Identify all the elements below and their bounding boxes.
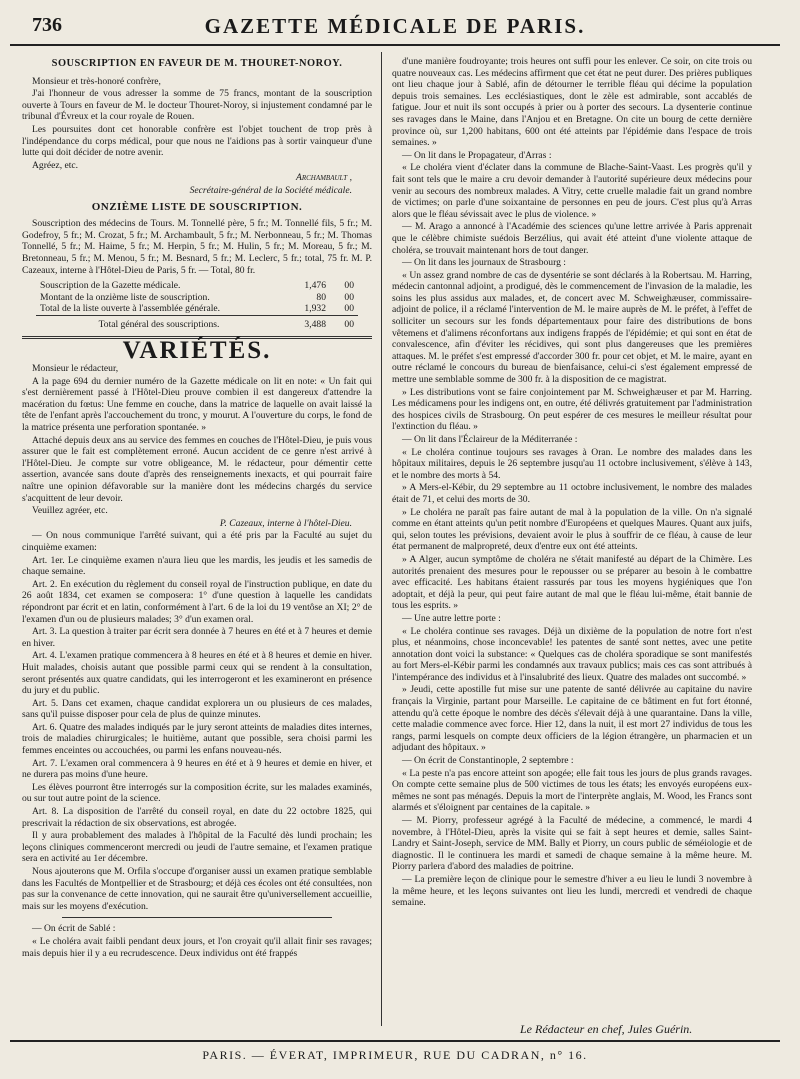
- paragraph: » Les distributions vont se faire conjointement par M. Schweighæuser et par M. Harring. Les médicamens pour les indigens ont, en outre, été délivrés gratuitement par l'administration des hospices civils de Strasbourg. On peut espérer de ces mesures le meilleur résultat pour l'extinction du fléau. »: [392, 386, 752, 433]
- signature: P. Cazeaux, interne à l'hôtel-Dieu.: [219, 517, 352, 529]
- paragraph: — On nous communique l'arrêté suivant, qui a été pris par la Faculté au sujet du cinquième examen:: [22, 530, 372, 553]
- salutation: Monsieur et très-honoré confrère,: [32, 75, 161, 87]
- divider: [62, 917, 332, 918]
- left-column: [22, 56, 372, 1024]
- sum-value: 1,476: [304, 280, 326, 292]
- sum-label: Total de la liste ouverte à l'assemblée générale.: [40, 303, 221, 315]
- paragraph: » A Mers-el-Kébir, du 29 septembre au 11 octobre inclusivement, le nombre des malades était de 71, et celui des morts de 30.: [392, 482, 752, 505]
- paragraph: — M. Arago a annoncé à l'Académie des sciences qu'une lettre arrivée à Paris apprenait que le célèbre chimiste suédois Berzélius, qui avait été atteint d'une violente attaque de choléra, se trouvait maintenant hors de tout danger.: [392, 221, 752, 256]
- paragraph: — On écrit de Sablé :: [32, 923, 116, 935]
- sum-label: Montant de la onzième liste de souscription.: [40, 291, 210, 303]
- salutation: Monsieur le rédacteur,: [32, 363, 119, 375]
- paragraph: « La peste n'a pas encore atteint son apogée; elle fait tous les jours de plus grands ravages. On compte cette semaine plus de 500 victimes de tous les états; les envoyés européens eux-mêmes ne sont pas ménagés. Depuis la mort de l'interprète anglais, M. Wood, les Francs sont alarmés et s'éloignent par centaines de la capitale. »: [392, 767, 752, 814]
- paragraph: « Le choléra vient d'éclater dans la commune de Blache-Saint-Vaast. Les progrès qu'il y fait sont tels que le maire a cru devoir demander à l'autorité supérieure deux médecins pour venir au secours des nombreux malades. A Vitry, cette cruelle maladie fait un grand nombre de victimes; on parle d'une soixantaine de personnes en peu de jours. C'est plus qu'à Arras alors que le fléau sévissait avec le plus de violence. »: [392, 162, 752, 220]
- paragraph: « Le choléra continue ses ravages. Déjà un dixième de la population de notre fort n'est plus, et néanmoins, chose inconcevable! les patentes de santé sont nettes, avec une petite annotation dont voici la substance: « Quelques cas de choléra sporadique se sont manifestés au fort Mers-el-Kébir parmi les condamnés aux travaux publics; mais ces cas sont attribués à l'intempérance des individus et à l'insalubrité des lieux. Quatre des malades ont succombé. »: [392, 625, 752, 683]
- journal-title: GAZETTE MÉDICALE DE PARIS.: [204, 14, 586, 38]
- paragraph: « Le choléra continue toujours ses ravages à Oran. Le nombre des malades dans les hôpitaux militaires, depuis le 26 septembre jusqu'au 11 octobre inclusivement, s'élève à 143, et le nombre des morts à 54.: [392, 446, 752, 481]
- paragraph: J'ai l'honneur de vous adresser la somme de 75 francs, montant de la souscription ouverte à Tours en faveur de M. le docteur Thouret-Noroy, si injustement condamné par le tribunal d'Évreux et la cour royale de Rouen.: [22, 88, 372, 123]
- sum-total-row: [36, 315, 358, 330]
- souscription-title: SOUSCRIPTION EN FAVEUR DE M. THOURET-NOROY.: [51, 58, 343, 69]
- sum-row: [36, 303, 358, 315]
- paragraph: — Une autre lettre porte :: [402, 612, 501, 624]
- paragraph: Attaché depuis deux ans au service des femmes en couches de l'Hôtel-Dieu, je puis vous assurer que le fait est complètement erroné. Aucun accident de ce genre n'est arrivé à l'Hôtel-Dieu. Je compte sur votre obligeance, M. le rédacteur, pour démentir cette assertion, avancée sans doute d'après des renseignements inexacts, et qui pourrait faire naître une opinion défavorable sur la manière dont les médecins chargés du service s'acquittent de leur devoir.: [22, 434, 372, 504]
- paragraph: d'une manière foudroyante; trois heures ont suffi pour les enlever. Ce soir, on cite trois ou quatre nouveaux cas. Les médecins affirment que cet état ne peut durer. Des prières publiques ont lieu chaque jour à Sablé, afin de détourner le terrible fléau qui décime la population depuis trois semaines. Les ecclésiastiques, dont le zèle est admirable, sont accablés de fatigue. Jour et nuit ils sont occupés à prier ou à porter des secours. La dysenterie continue ses ravages dans le Maine, dans l'Anjou et en Bretagne. On cite un bourg de cette dernière province où, sur 1,200 habitans, 600 ont été atteints par l'épidémie dans l'espace de trois semaines. »: [392, 56, 752, 149]
- paragraph: A la page 694 du dernier numéro de la Gazette médicale on lit en note: « Un fait qui s'est dernièrement passé à l'Hôtel-Dieu prouve combien il est dangereux d'attendre la macération du fœtus: Une femme en couche, dans la matrice de laquelle on avait laissé la tête de l'enfant après l'accouchement du tronc, y mourut. A l'ouverture du corps, le fond de la matrice présenta une perforation spontanée. »: [22, 375, 372, 434]
- paragraph: — On lit dans les journaux de Strasbourg :: [402, 257, 566, 269]
- sum-total-cents: 00: [330, 315, 358, 330]
- sum-value: 80: [316, 291, 326, 303]
- signature-name: Archambault ,: [295, 172, 352, 184]
- closing: Veuillez agréer, etc.: [32, 505, 108, 517]
- varietes-title: VARIÉTÉS.: [122, 337, 272, 365]
- paragraph: Il y aura probablement des malades à l'hôpital de la Faculté dès lundi prochain; les leçons cliniques commenceront mercredi ou jeudi de l'autre semaine, et l'examen pratique sera en activité au 1er décembre.: [22, 830, 372, 865]
- paragraph: « Un assez grand nombre de cas de dysentérie se sont déclarés à la Robertsau. M. Harring, médecin cantonnal adjoint, a prodigué, dès le commencement de l'invasion de la maladie, les soins les plus assidus aux malades, et, de concert avec M. Schweighæuser, commissaire-adjoint de police, il a réclamé l'intervention de M. le maire auprès de M. le préfet, à l'effet de solliciter un secours sur les fonds départementaux pour faire des distributions de bons vêtemens et d'alimens réconfortans aux indigens frappés de l'épidémie; et qui sont en état de convalescence, afin d'éviter les récidives, qui sont plus dangereuses que les premières attaques. M. le préfet s'est empressé d'accorder 300 fr. pour cet objet, et M. le maire, ayant en outre réclamé le concours du bureau de bienfaisance, celui-ci s'est également empressé de mettre une semblable somme de 300 fr. à la disposition de ce magistrat.: [392, 269, 752, 386]
- article: Les élèves pourront être interrogés sur la composition écrite, sur les malades examinés, ou sur tout autre point de la science.: [22, 781, 372, 805]
- signature-title: Secrétaire-général de la Société médicale.: [189, 184, 352, 196]
- sum-row: [36, 292, 358, 304]
- page-header: [10, 8, 780, 46]
- article: Art. 3. La question à traiter par écrit sera donnée à 7 heures en été et à 7 heures et demie en hiver.: [22, 626, 372, 649]
- sum-label: Souscription de la Gazette médicale.: [40, 280, 181, 292]
- article: Art. 4. L'examen pratique commencera à 8 heures en été et à 8 heures et demie en hiver. Huit malades, choisis autant que possible parmi ceux qui se rendent à la consultation, seront présentés aux quatre candidats, qui les interrogeront et les examineront en présence du jury et du public.: [22, 650, 372, 697]
- liste-text: Souscription des médecins de Tours. M. Tonnellé père, 5 fr.; M. Tonnellé fils, 5 fr.; M. Godefroy, 5 fr.; M. Crozat, 5 fr.; M. Archambault, 5 fr.; M. Nerbonneau, 5 fr.; M. Thomas Tonnellé, 5 fr.; M. Haime, 5 fr.; M. Herpin, 5 fr.; M. Hulin, 5 fr.; M. Moreau, 5 fr.; M. Bretonneau, 5 fr.; M. Menou, 5 fr.; M. Besnard, 5 fr.; M. Leclerc, 5 fr.; total, 75 fr. M. P. Cazeaux, interne à l'Hôtel-Dieu de Paris, 5 fr. — Total, 80 fr.: [22, 218, 372, 276]
- paragraph: — On lit dans le Propagateur, d'Arras :: [402, 149, 552, 161]
- page-footer: PARIS. — ÉVERAT, IMPRIMEUR, RUE DU CADRAN, n° 16.: [10, 1040, 780, 1068]
- article: Art. 6. Quatre des malades indiqués par le jury seront atteints de maladies dites internes, trois de maladies chirurgicales; le huitième, autant que possible, sera choisi parmi les femmes enceintes ou accouchées, ou parmi les enfans nouveau-nés.: [22, 721, 372, 757]
- article: Art. 7. L'examen oral commencera à 9 heures en été et à 9 heures et demie en hiver, et ne durera pas moins d'une heure.: [22, 757, 372, 781]
- article: Art. 8. La disposition de l'arrêté du conseil royal, en date du 22 octobre 1825, qui prescrivait la rédaction de six observations, est abrogée.: [22, 806, 372, 829]
- closing: Agréez, etc.: [32, 159, 79, 171]
- article: Art. 1er. Le cinquième examen n'aura lieu que les mardis, les jeudis et les samedis de chaque semaine.: [22, 554, 372, 578]
- article: Art. 5. Dans cet examen, chaque candidat explorera un ou plusieurs de ces malades, sans qu'il puisse disposer pour cela de plus de quinze minutes.: [22, 697, 372, 721]
- sum-value: 1,932: [304, 303, 326, 315]
- sum-total-value: 3,488: [282, 315, 330, 330]
- right-column: [392, 56, 752, 1024]
- paragraph: Nous ajouterons que M. Orfila s'occupe d'organiser aussi un examen pratique semblable dans les Facultés de Montpellier et de Strasbourg; et déjà ces écoles ont été consultées, non pas sur la convenance de cette innovation, qui ne saurait être qu'universellement accueillie, mais sur les moyens d'exécution.: [22, 866, 372, 912]
- liste-title: ONZIÈME LISTE DE SOUSCRIPTION.: [91, 200, 303, 213]
- paragraph: — M. Piorry, professeur agrégé à la Faculté de médecine, a commencé, le mardi 4 novembre, à l'Hôtel-Dieu, après la visite qui se fait à sept heures et demie, salles Saint-Landry et Saint-Joseph, service de MM. Bally et Piorry, un cours public de séméiologie et de diagnostic. Il le continuera les mardi et samedi de chaque semaine à la même heure. M. Piorry parlera d'abord des maladies de poitrine.: [392, 815, 752, 873]
- sum-row: [36, 280, 358, 292]
- paragraph: » Jeudi, cette apostille fut mise sur une patente de santé délivrée au capitaine du navire français la Virginie, partant pour Marseille. Le capitaine de ce bâtiment en fut fort étonné, attendu qu'à cette époque le nombre des décès s'élevait déjà à une quarantaine. Dans la ville, cette maladie commence avec force. Hier 12, dans la nuit, il est mort 27 individus de tous les rangs, parmi lesquels on compte deux officiers de la légion étrangère, un pharmacien et un adjudant des hôpitaux. »: [392, 684, 752, 754]
- column-rule: [381, 52, 382, 1026]
- paragraph: — On lit dans l'Éclaireur de la Méditerranée :: [402, 434, 578, 445]
- sum-total-label: Total général des souscriptions.: [36, 315, 282, 330]
- page-number: 736: [32, 14, 62, 36]
- paragraph: » A Alger, aucun symptôme de choléra ne s'était manifesté au départ de la Chimère. Les autorités prenaient des mesures pour le repousser ou se préparer au besoin à le combattre avec efficacité. Les habitans étaient rassurés par tous les moyens hygiéniques que l'on adoptait, et déjà la peur, qui peut faire autant de mal que le fléau lui-même, était bannie de tous les esprits. »: [392, 553, 752, 612]
- paragraph: — On écrit de Constantinople, 2 septembre :: [402, 755, 574, 767]
- paragraph: — La première leçon de clinique pour le semestre d'hiver a eu lieu le lundi 3 novembre à la même heure, et les leçons suivantes ont lieu les lundi, mercredi et vendredi de chaque semaine.: [392, 873, 752, 909]
- paragraph: Les poursuites dont cet honorable confrère est l'objet touchent de trop près à l'indépendance du corps médical, pour que nous ne l'aidions pas à sortir vainqueur d'une lutte qui doit décider de notre avenir.: [22, 123, 372, 159]
- paragraph: » Le choléra ne paraît pas faire autant de mal à la population de la ville. On n'a signalé comme en étant atteints qu'un petit nombre d'Européens et quelques Maures. Quant aux juifs, qui, selon toutes les prévisions, devaient avoir le plus à souffrir de ce fléau, à cause de leur état permanent de malpropreté, deux d'entre eux ont été atteints.: [392, 506, 752, 553]
- sum-cents: 00: [344, 291, 354, 303]
- paragraph: « Le choléra avait faibli pendant deux jours, et l'on croyait qu'il allait finir ses ravages; mais depuis hier il y a eu recrudescence. Deux individus ont été frappés: [22, 935, 372, 959]
- article: Art. 2. En exécution du règlement du conseil royal de l'instruction publique, en date du 26 août 1834, cet examen se composera: 1° d'une question à laquelle les candidats répondront par écrit et en latin, conformément à l'art. 6 de la loi du 19 ventôse an XI; 2° de l'examen d'un ou de plusieurs malades; 3° d'un examen oral.: [22, 578, 372, 625]
- subscription-sums: [36, 280, 358, 330]
- sum-cents: 00: [344, 280, 354, 292]
- sum-cents: 00: [344, 303, 354, 315]
- editor-signature: Le Rédacteur en chef, Jules Guérin.: [520, 1022, 693, 1036]
